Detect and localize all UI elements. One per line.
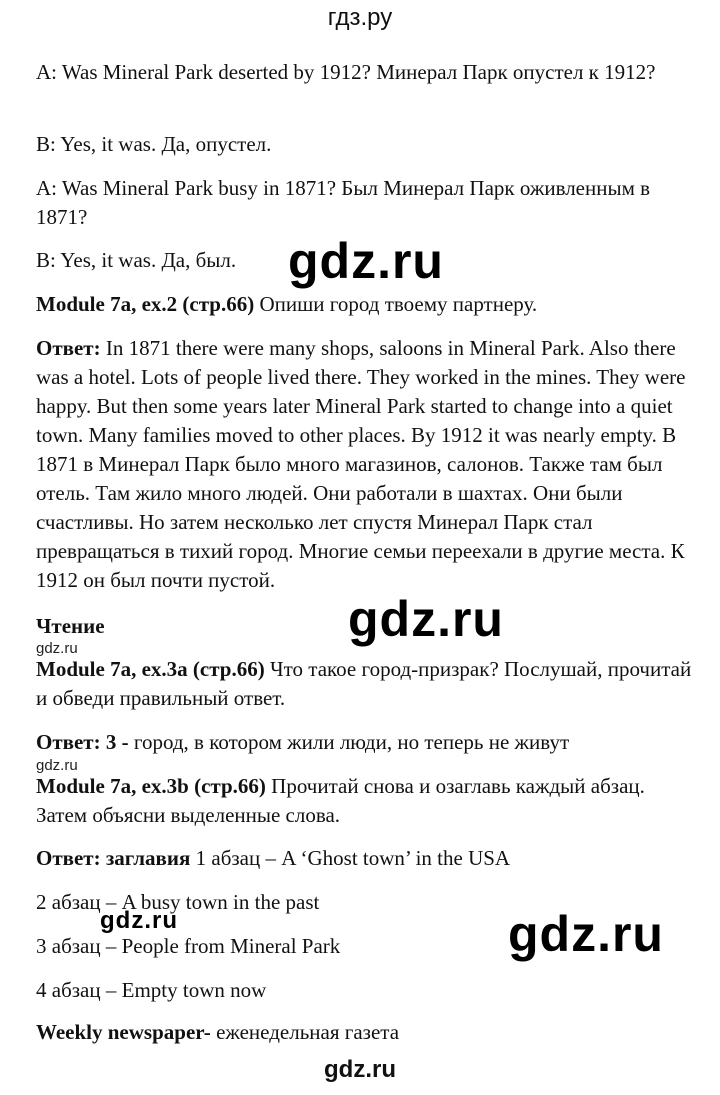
exercise-3b-task: Прочитай снова и озаглавь каждый абзац. Затем объясни выделенные слова. (36, 774, 645, 827)
exercise-3a-title: Module 7a, ex.3a (стр.66) (36, 657, 265, 681)
exercise-3a-task: Что такое город-призрак? Послушай, прочитай и обведи правильный ответ. (36, 657, 692, 710)
exercise-3b-title: Module 7a, ex.3b (стр.66) (36, 774, 266, 798)
watermark: gdz.ru (288, 233, 444, 289)
exercise-2-answer (36, 334, 696, 595)
exercise-2-title: Module 7a, ex.2 (стр.66) (36, 292, 255, 316)
answer-label: Ответ: 3 - (36, 730, 129, 754)
paragraph-title-1: 1 абзац – A ‘Ghost town’ in the USA (190, 846, 511, 870)
watermark-medium: gdz.ru (100, 907, 178, 934)
dialogue-q2-a: A: Was Mineral Park busy in 1871? Был Минерал Парк оживленным в 1871? (36, 176, 651, 229)
watermark-small: gdz.ru (36, 757, 78, 774)
exercise-2-answer-text: In 1871 there were many shops, saloons in Mineral Park. Also there was a hotel. Lots of people lived there. They worked in the mines. They were happy. But then some years later Mineral Park started to change into a quiet town. Many families moved to other places. By 1912 it was nearly empty. В 1871 в Минерал Парк было много магазинов, салонов. Также там был отель. Там жило много людей. Они работали в шахтах. Они были счастливы. Но затем несколько лет спустя Минерал Парк стал превращаться в тихий город. Многие семьи переехали в другие места. К 1912 он был почти пустой. (36, 336, 686, 592)
exercise-3a-answer-text: город, в котором жили люди, но теперь не живут (128, 730, 570, 754)
dialogue-q2-b: B: Yes, it was. Да, был. (36, 248, 237, 272)
exercise-2-task: Опиши город твоему партнеру. (254, 292, 538, 316)
answer-label: Ответ: заглавия (36, 846, 191, 870)
paragraph-title-3: 3 абзац – People from Mineral Park (36, 934, 341, 958)
exercise-3a-heading (36, 655, 696, 713)
watermark: gdz.ru (348, 591, 504, 647)
vocab-term: Weekly newspaper- (36, 1020, 211, 1044)
answer-label: Ответ: (36, 336, 101, 360)
dialogue-q1-b: B: Yes, it was. Да, опустел. (36, 132, 272, 156)
exercise-3b-heading (36, 772, 696, 830)
exercise-2-heading (36, 290, 696, 319)
dialogue-q1-a: A: Was Mineral Park deserted by 1912? Минерал Парк опустел к 1912? (36, 60, 656, 84)
section-reading-title: Чтение (36, 614, 105, 638)
site-header: гдз.ру (327, 4, 393, 31)
vocab-entry (36, 1018, 696, 1047)
paragraph-title-4: 4 абзац – Empty town now (36, 978, 267, 1002)
watermark-small: gdz.ru (36, 640, 78, 657)
watermark: gdz.ru (508, 906, 664, 962)
site-footer: gdz.ru (324, 1056, 396, 1083)
exercise-3b-answer (36, 844, 696, 873)
paragraph-title-2: 2 абзац – A busy town in the past (36, 890, 320, 914)
exercise-3a-answer (36, 728, 696, 757)
vocab-definition: еженедельная газета (210, 1020, 400, 1044)
